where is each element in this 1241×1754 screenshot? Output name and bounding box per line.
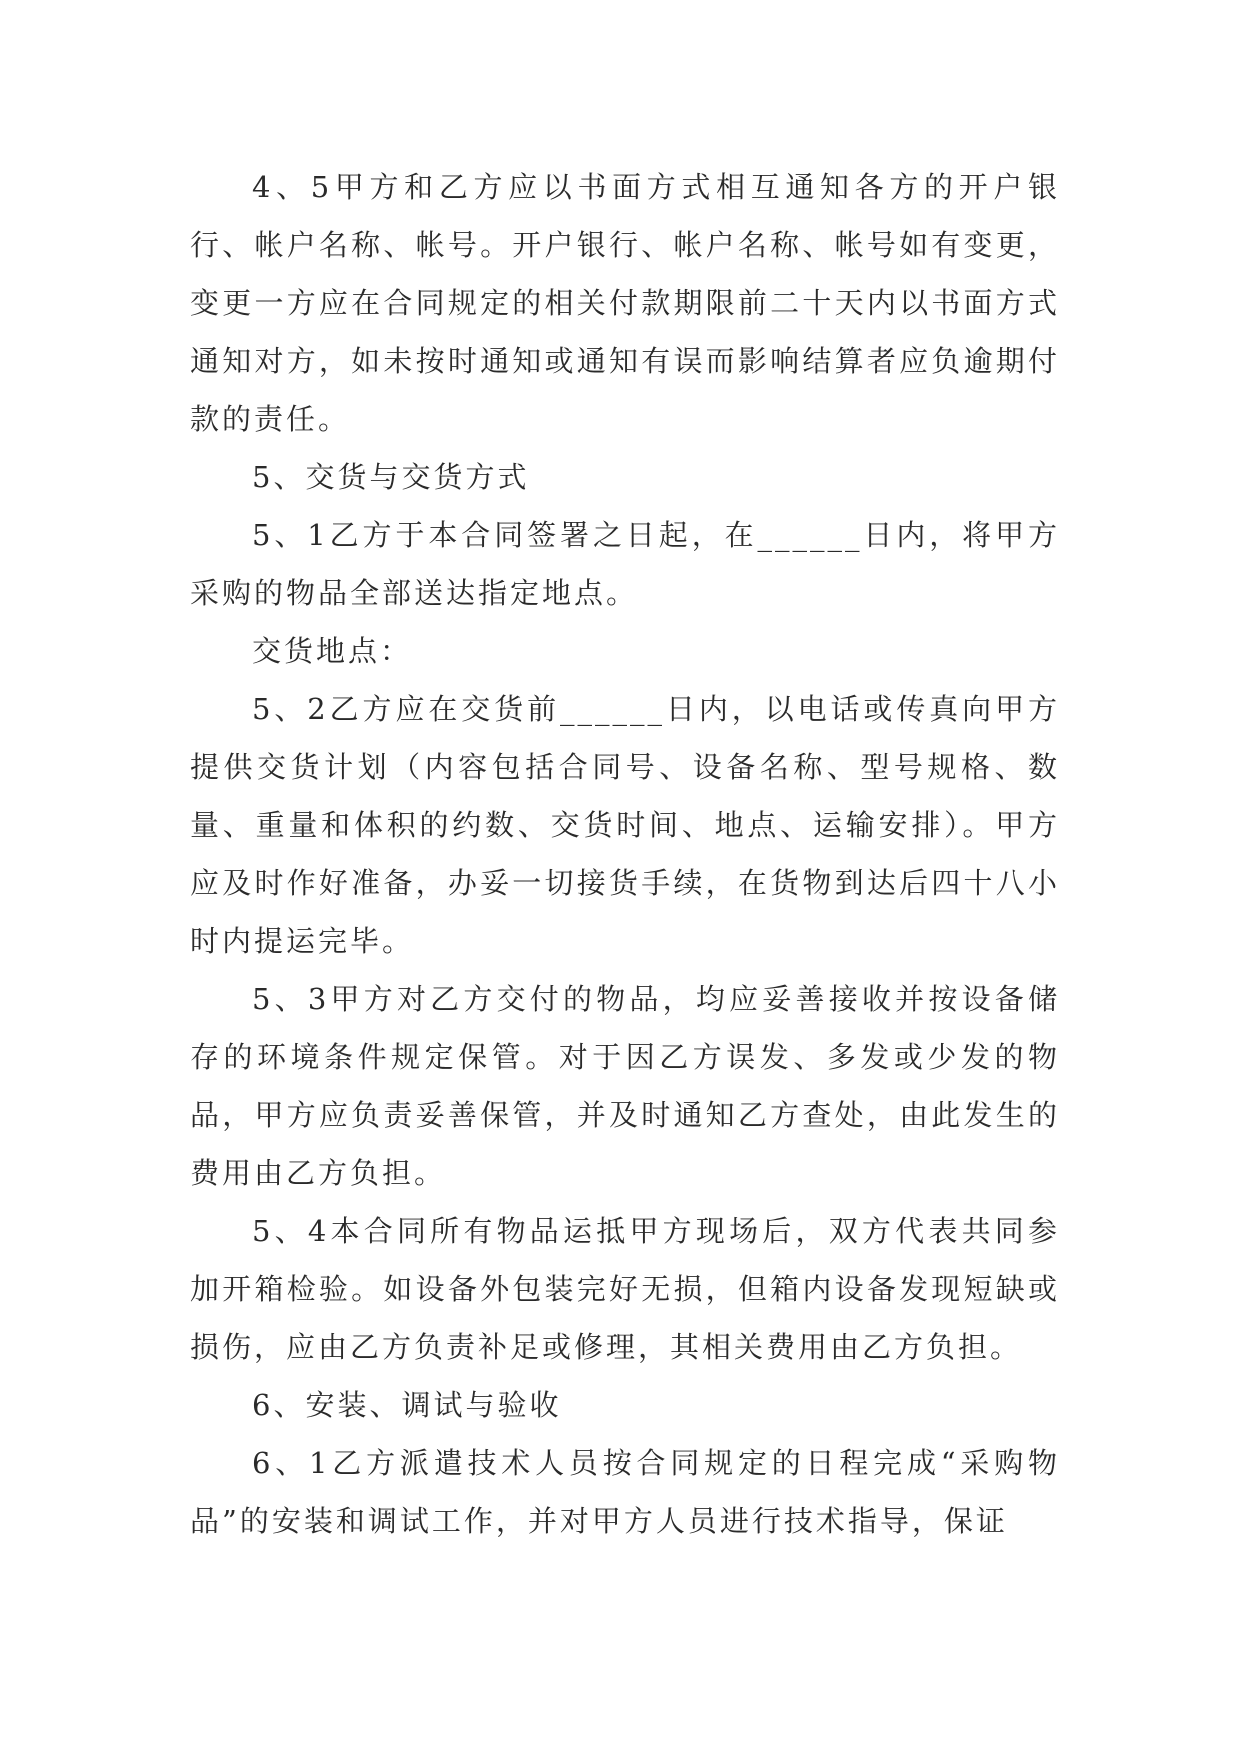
clause-5-3-paragraph: 5、3甲方对乙方交付的物品，均应妥善接收并按设备储存的环境条件规定保管。对于因乙方误发、多发或少发的物品，甲方应负责妥善保管，并及时通知乙方查处，由此发生的费用由乙方负担。 [190,982,1060,1190]
document-body [190,158,1060,1550]
section-5-heading: 5、交货与交货方式 [252,460,530,494]
clause-5-4-paragraph: 5、4本合同所有物品运抵甲方现场后，双方代表共同参加开箱检验。如设备外包装完好无损，但箱内设备发现短缺或损伤，应由乙方负责补足或修理，其相关费用由乙方负担。 [190,1214,1060,1364]
section-6-heading: 6、安装、调试与验收 [252,1388,562,1422]
clause-5-1-paragraph: 5、1乙方于本合同签署之日起，在______日内，将甲方采购的物品全部送达指定地点。 [190,518,1060,610]
delivery-location-label: 交货地点： [252,634,413,668]
clause-4-5-paragraph: 4、5甲方和乙方应以书面方式相互通知各方的开户银行、帐户名称、帐号。开户银行、帐户名称、帐号如有变更，变更一方应在合同规定的相关付款期限前二十天内以书面方式通知对方，如未按时通知或通知有误而影响结算者应负逾期付款的责任。 [190,170,1060,436]
clause-5-2-paragraph: 5、2乙方应在交货前______日内，以电话或传真向甲方提供交货计划（内容包括合同号、设备名称、型号规格、数量、重量和体积的约数、交货时间、地点、运输安排）。甲方应及时作好准备，办妥一切接货手续，在货物到达后四十八小时内提运完毕。 [190,692,1060,958]
clause-6-1-paragraph: 6、1乙方派遣技术人员按合同规定的日程完成“采购物品”的安装和调试工作，并对甲方人员进行技术指导，保证 [190,1446,1060,1538]
